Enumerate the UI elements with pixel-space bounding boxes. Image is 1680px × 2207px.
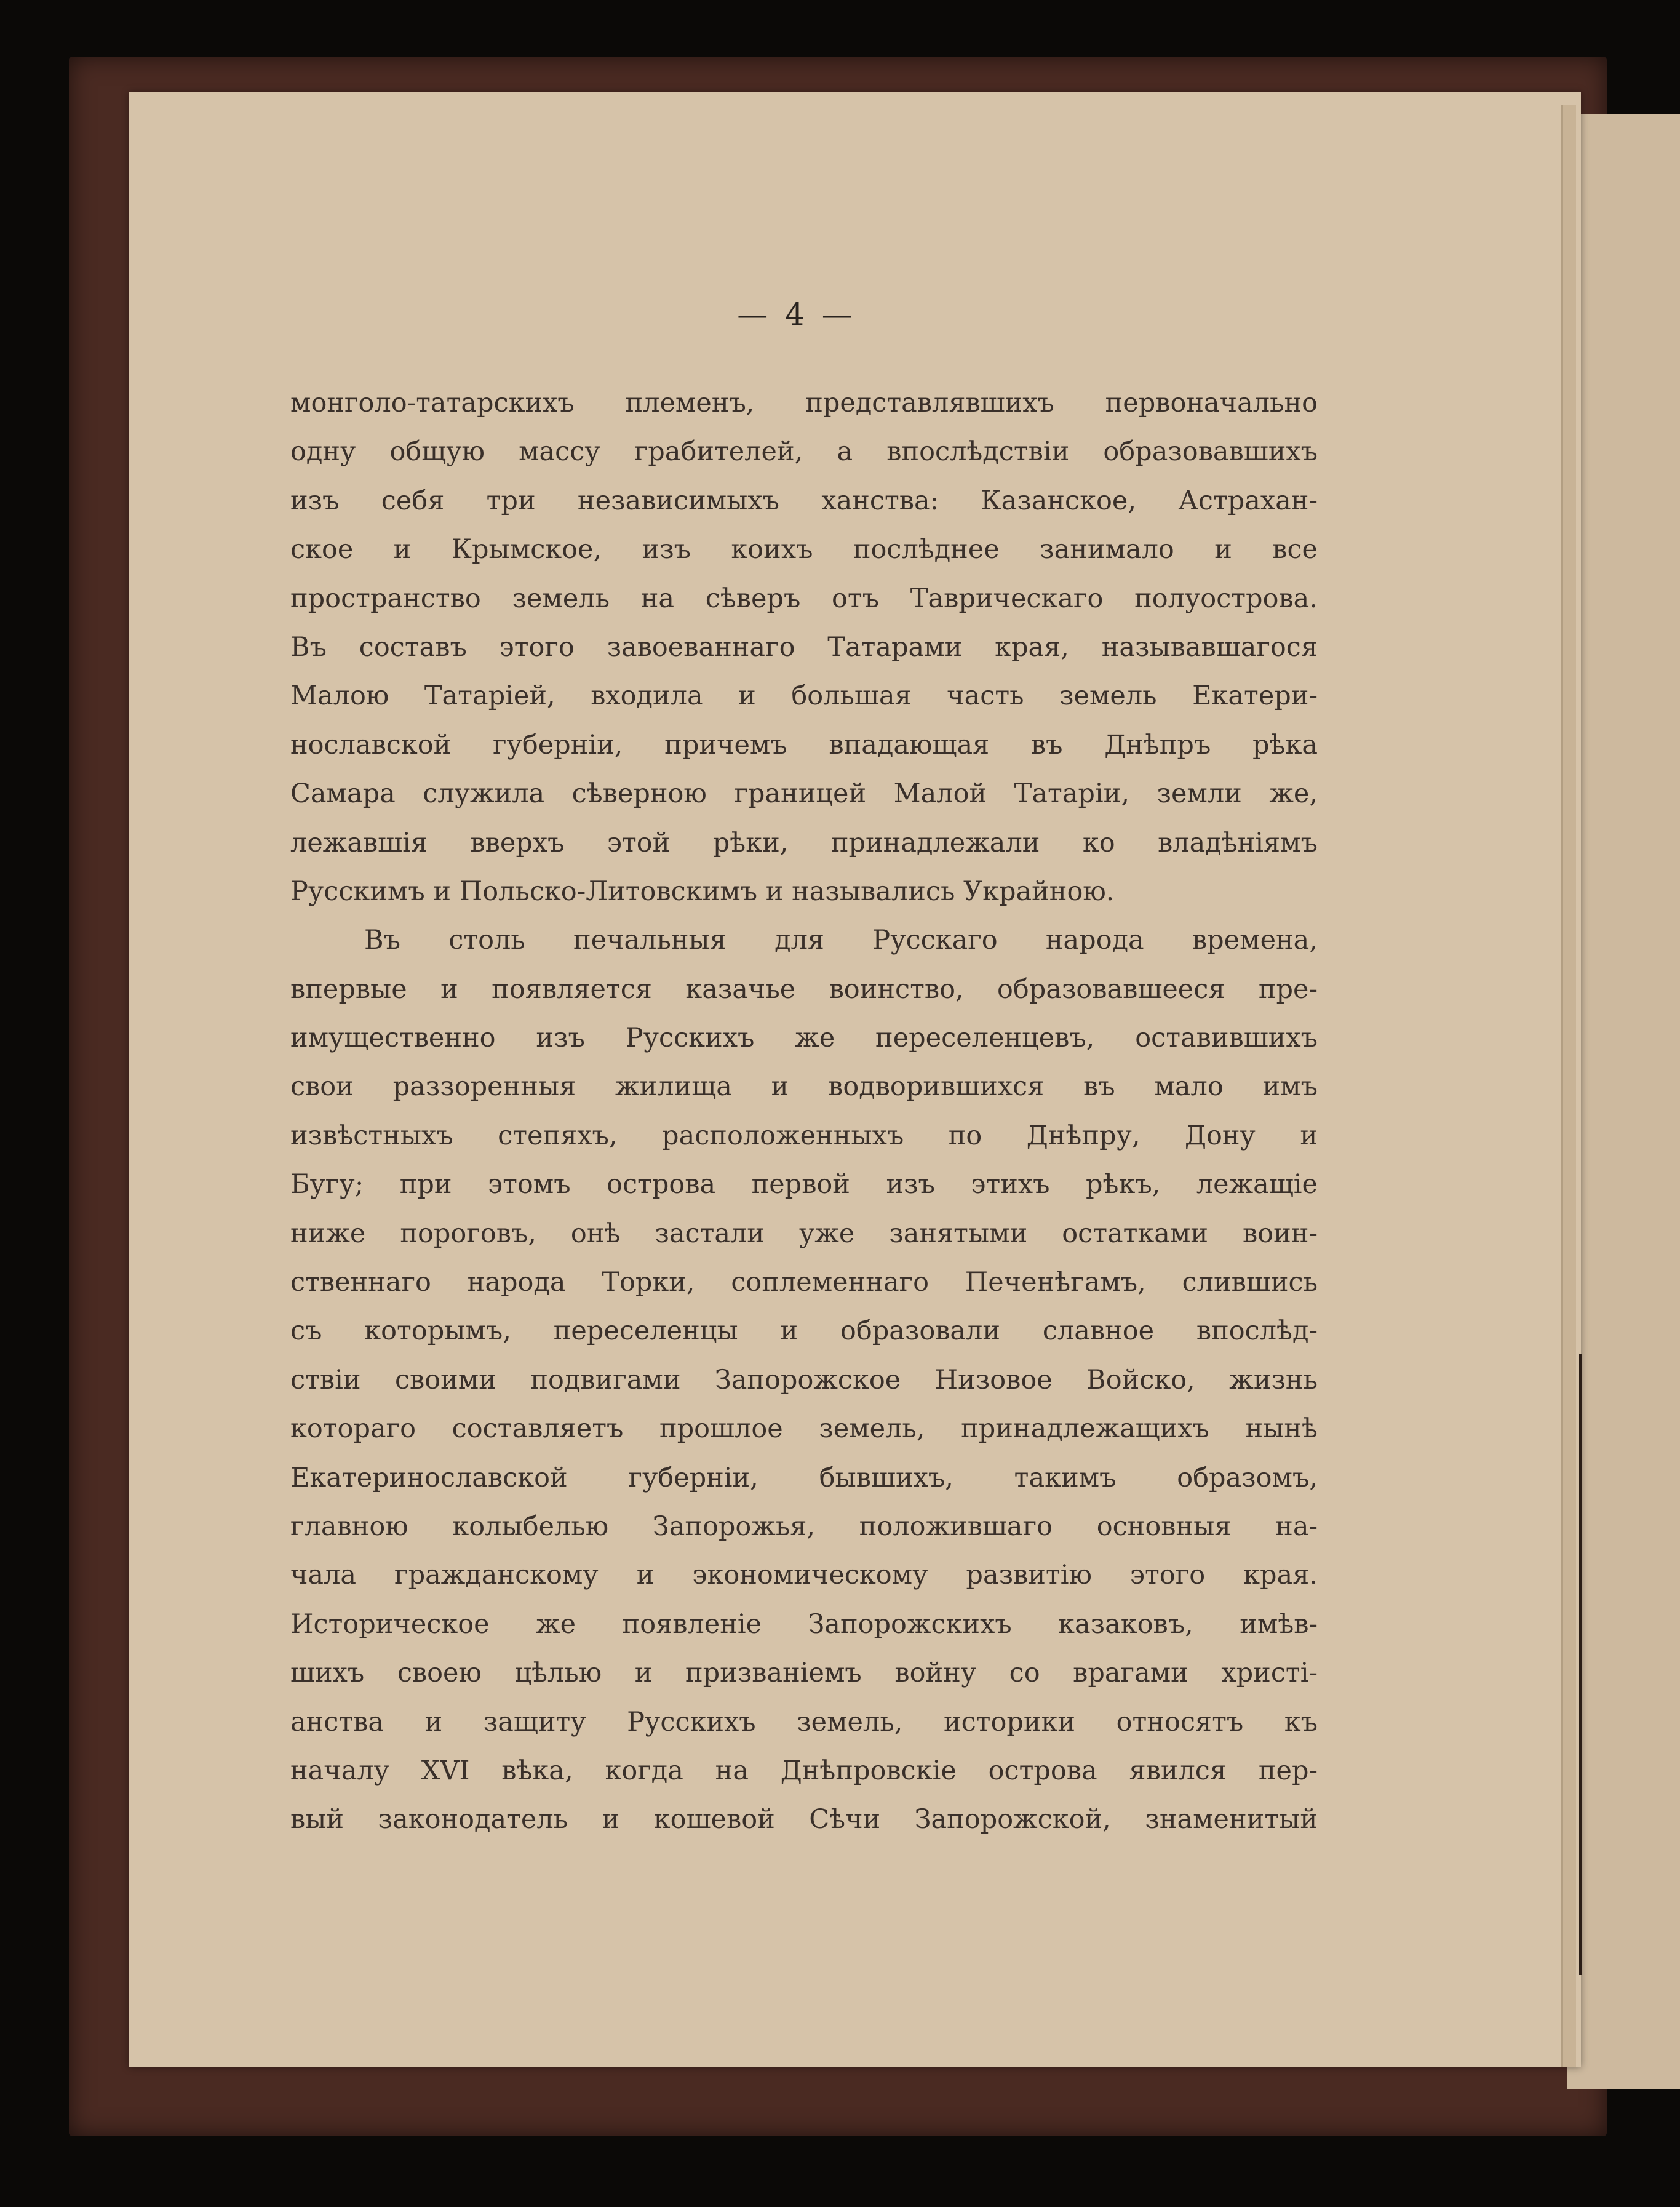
text-line: изъ себя три независимыхъ ханства: Казанское, Астрахан- <box>290 485 1318 516</box>
text-line: Историческое же появленіе Запорожскихъ казаковъ, имѣв- <box>290 1608 1318 1640</box>
text-line: Въ составъ этого завоеваннаго Татарами края, называвшагося <box>290 631 1318 663</box>
text-line: шихъ своею цѣлью и призваніемъ войну со врагами христі- <box>290 1658 1318 1689</box>
text-line: нославской губерніи, причемъ впадающая въ Днѣпръ рѣка <box>290 729 1318 760</box>
text-line: началу XVI вѣка, когда на Днѣпровскіе острова явился пер- <box>290 1755 1318 1786</box>
page-stack-edge <box>1561 105 1576 2067</box>
text-line: вый законодатель и кошевой Сѣчи Запорожской, знаменитый <box>290 1804 1318 1835</box>
page-number: — 4 — <box>737 297 856 332</box>
text-line: лежавшія вверхъ этой рѣки, принадлежали ко владѣніямъ <box>290 827 1318 858</box>
text-line: свои раззоренныя жилища и водворившихся въ мало имъ <box>290 1071 1318 1103</box>
text-line: монголо-татарскихъ племенъ, представлявшихъ первоначально <box>290 388 1318 418</box>
paragraph-end-line: Русскимъ и Польско-Литовскимъ и назывались Украйною. <box>290 876 1115 907</box>
margin-rule <box>1579 1354 1582 1975</box>
text-line: главною колыбелью Запорожья, положившаго основныя на- <box>290 1511 1318 1542</box>
text-line: извѣстныхъ степяхъ, расположенныхъ по Днѣпру, Дону и <box>290 1120 1318 1151</box>
text-line: ственнаго народа Торки, соплеменнаго Печенѣгамъ, слившись <box>290 1267 1318 1298</box>
text-line: чала гражданскому и экономическому развитію этого края. <box>290 1560 1318 1591</box>
text-line: имущественно изъ Русскихъ же переселенцевъ, оставившихъ <box>290 1023 1318 1054</box>
text-line: ствіи своими подвигами Запорожское Низовое Войско, жизнь <box>290 1364 1318 1395</box>
text-line: Малою Татаріей, входила и большая часть земель Екатери- <box>290 680 1318 712</box>
facing-page-edge <box>1567 114 1680 2089</box>
text-line: одну общую массу грабителей, а впослѣдствіи образовавшихъ <box>290 436 1318 468</box>
text-line: впервые и появляется казачье воинство, образовавшееся пре- <box>290 973 1318 1005</box>
text-line: съ которымъ, переселенцы и образовали славное впослѣд- <box>290 1315 1318 1347</box>
text-line: Самара служила сѣверною границей Малой Татаріи, земли же, <box>290 778 1318 810</box>
text-line: ниже пороговъ, онѣ застали уже занятыми остатками воин- <box>290 1218 1318 1249</box>
text-line: Бугу; при этомъ острова первой изъ этихъ рѣкъ, лежащіе <box>290 1169 1318 1200</box>
body-text <box>290 379 1318 1845</box>
text-line: Екатеринославской губерніи, бывшихъ, такимъ образомъ, <box>290 1462 1318 1493</box>
text-line: ское и Крымское, изъ коихъ послѣднее занимало и все <box>290 534 1318 565</box>
text-line: анства и защиту Русскихъ земель, историки относятъ къ <box>290 1706 1318 1738</box>
paragraph-start-line: Въ столь печальныя для Русскаго народа времена, <box>364 925 1318 956</box>
text-line: пространство земель на сѣверъ отъ Таврическаго полуострова. <box>290 583 1318 614</box>
text-line: котораго составляетъ прошлое земель, принадлежащихъ нынѣ <box>290 1413 1318 1445</box>
